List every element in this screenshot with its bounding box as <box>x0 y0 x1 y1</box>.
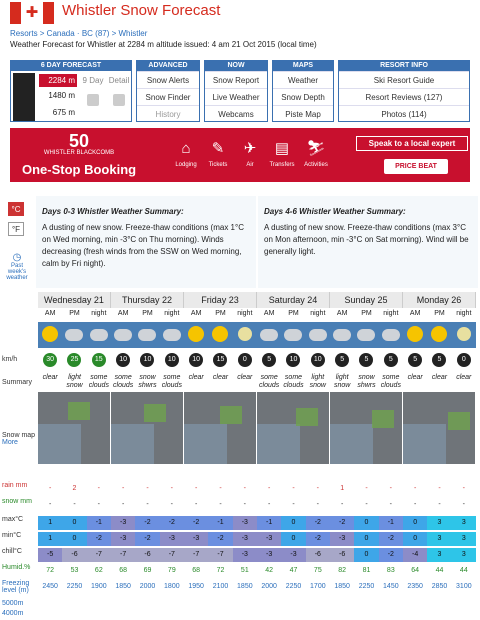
price-beat-badge: PRICE BEAT <box>384 159 448 174</box>
snow-value: - <box>208 498 232 512</box>
min-value: -2 <box>306 532 330 546</box>
min-value: -2 <box>87 532 111 546</box>
chill-value: -3 <box>257 548 281 562</box>
advanced-panel <box>136 60 200 122</box>
wind-speed: 10 <box>111 350 135 370</box>
whistler-logo: 50 WHISTLER BLACKCOMB <box>43 131 115 156</box>
period-label: night <box>237 310 253 317</box>
snow-value: - <box>306 498 330 512</box>
max-value: -2 <box>330 516 354 530</box>
freeze-value: 1700 <box>306 580 330 594</box>
day-header: Sunday 25 <box>330 292 403 308</box>
freeze-value: 2450 <box>38 580 62 594</box>
bus-icon: ▤ <box>274 140 290 157</box>
weather-summary: clear <box>188 374 204 381</box>
snow-value: - <box>111 498 135 512</box>
breadcrumb[interactable]: Resorts > Canada · BC (87) > Whistler <box>10 29 148 38</box>
freeze-value: 1850 <box>111 580 135 594</box>
freeze-value: 1800 <box>160 580 184 594</box>
rain-value: - <box>379 482 403 496</box>
snow-map-thumbnail[interactable] <box>111 392 183 464</box>
snow-value: - <box>160 498 184 512</box>
snow-alerts-link[interactable]: Snow Alerts <box>137 71 199 88</box>
rain-value: - <box>427 482 451 496</box>
snow-map-thumbnail[interactable] <box>330 392 402 464</box>
weather-summary: some clouds <box>380 374 401 389</box>
chill-value: -4 <box>403 548 427 562</box>
weather-icon <box>452 322 476 348</box>
chill-value: -7 <box>111 548 135 562</box>
alt-label: 5000m <box>2 600 24 607</box>
wind-speed: 5 <box>354 350 378 370</box>
rain-value: - <box>111 482 135 496</box>
freeze-value: 1850 <box>233 580 257 594</box>
past-weather-link[interactable]: ◷ Past week's weather <box>6 252 28 281</box>
weather-icon <box>427 322 451 348</box>
maps-panel <box>272 60 334 122</box>
live-weather-link[interactable]: Live Weather <box>205 88 267 105</box>
tab-detail[interactable]: Detail <box>108 76 130 85</box>
day-header: Thursday 22 <box>111 292 184 308</box>
period-label: AM <box>117 310 129 317</box>
min-value: 0 <box>281 532 305 546</box>
weather-summary: clear <box>456 374 472 381</box>
humid-value: 44 <box>427 564 451 578</box>
humid-value: 81 <box>354 564 378 578</box>
snow-report-link[interactable]: Snow Report <box>205 71 267 88</box>
ticket-icon: ✎ <box>211 140 225 157</box>
wind-speed: 5 <box>257 350 281 370</box>
min-value: -3 <box>160 532 184 546</box>
min-value: -2 <box>135 532 159 546</box>
weather-icon <box>281 322 305 348</box>
chill-value: 3 <box>427 548 451 562</box>
banner-headline: One-Stop Booking <box>22 162 137 177</box>
chill-value: -7 <box>160 548 184 562</box>
rain-value: - <box>135 482 159 496</box>
chill-value: -3 <box>281 548 305 562</box>
min-value: -3 <box>111 532 135 546</box>
rain-label: rain mm <box>2 482 28 489</box>
snow-finder-link[interactable]: Snow Finder <box>137 88 199 105</box>
wind-speed: 5 <box>379 350 403 370</box>
freeze-value: 3100 <box>452 580 476 594</box>
chill-value: -7 <box>208 548 232 562</box>
weather-summary: some clouds <box>259 374 280 389</box>
min-value: 0 <box>403 532 427 546</box>
day-header: Monday 26 <box>403 292 476 308</box>
tab-9-day[interactable]: 9 Day <box>82 76 104 85</box>
summary-label: Summary <box>2 379 32 386</box>
humid-value: 75 <box>306 564 330 578</box>
weather-icon <box>135 322 159 348</box>
weather-summary: some clouds <box>113 374 134 389</box>
period-label: AM <box>190 310 202 317</box>
humid-value: 51 <box>233 564 257 578</box>
rain-value: 2 <box>62 482 86 496</box>
max-value: 0 <box>403 516 427 530</box>
freeze-value: 2250 <box>354 580 378 594</box>
rain-value: - <box>452 482 476 496</box>
fahrenheit-toggle[interactable]: °F <box>8 222 24 236</box>
page-title: Whistler Snow Forecast <box>62 2 221 19</box>
clock-icon: ◷ <box>12 252 22 263</box>
six-day-forecast-panel <box>10 60 132 122</box>
celsius-toggle[interactable]: °C <box>8 202 24 216</box>
resort-reviews-link[interactable]: Resort Reviews (127) <box>339 88 469 105</box>
min-value: 1 <box>38 532 62 546</box>
skier-icon: ⛷ <box>306 140 326 157</box>
chill-value: -2 <box>379 548 403 562</box>
header <box>0 0 480 62</box>
rain-value: - <box>184 482 208 496</box>
chill-value: -6 <box>135 548 159 562</box>
resort-info-panel <box>338 60 470 122</box>
maps-header: MAPS <box>273 61 333 71</box>
rain-value: - <box>281 482 305 496</box>
humid-value: 68 <box>111 564 135 578</box>
transfers-link[interactable]: ▤ Transfers <box>266 140 298 168</box>
weather-summary: snow shwrs <box>357 374 376 389</box>
snow-value: - <box>452 498 476 512</box>
period-label: AM <box>409 310 421 317</box>
rain-value: - <box>160 482 184 496</box>
wind-speed: 5 <box>427 350 451 370</box>
lodging-link[interactable]: ⌂ Lodging <box>170 140 202 168</box>
freeze-value: 2250 <box>62 580 86 594</box>
tickets-link[interactable]: ✎ Tickets <box>202 140 234 168</box>
period-label: PM <box>434 310 445 317</box>
snow-label: snow mm <box>2 498 32 505</box>
day-header: Friday 23 <box>184 292 257 308</box>
period-label: PM <box>142 310 153 317</box>
elevation-top[interactable]: 2284 m <box>39 74 77 87</box>
wind-speed: 10 <box>184 350 208 370</box>
weather-icon <box>184 322 208 348</box>
summary-days-4-6: Days 4-6 Whistler Weather Summary: A dusting of new snow. Freeze-thaw conditions (max 3°C on Mon afternoon, min -3°C on Sat morning). Wind will be generally light. <box>258 196 478 288</box>
chill-value: -7 <box>184 548 208 562</box>
weather-map-link[interactable]: Weather <box>273 71 333 88</box>
min-value: -2 <box>208 532 232 546</box>
humid-value: 79 <box>160 564 184 578</box>
snow-value: - <box>38 498 62 512</box>
period-label: AM <box>336 310 348 317</box>
snow-map-thumbnail[interactable] <box>403 392 475 464</box>
weather-summary: some clouds <box>161 374 182 389</box>
max-value: -2 <box>184 516 208 530</box>
snowmap-label: Snow map More <box>2 432 36 446</box>
max-value: -2 <box>135 516 159 530</box>
advanced-header: ADVANCED <box>137 61 199 71</box>
wind-speed: 30 <box>38 350 62 370</box>
lock-icon <box>113 94 125 106</box>
canada-flag-icon: ✚ <box>10 2 54 24</box>
weather-summary: clear <box>431 374 448 381</box>
rain-value: - <box>354 482 378 496</box>
chill-label: chill°C <box>2 548 22 555</box>
max-value: 0 <box>62 516 86 530</box>
wind-speed: 0 <box>233 350 257 370</box>
chill-value: -7 <box>87 548 111 562</box>
max-value: -1 <box>87 516 111 530</box>
weather-summary: clear <box>407 374 423 381</box>
freeze-value: 2000 <box>257 580 281 594</box>
max-value: -1 <box>257 516 281 530</box>
weather-summary: some clouds <box>283 374 304 389</box>
wind-speed: 15 <box>208 350 232 370</box>
snow-value: - <box>257 498 281 512</box>
weather-summary: light snow <box>309 374 326 389</box>
weather-icon <box>257 322 281 348</box>
freeze-value: 1850 <box>330 580 354 594</box>
rain-value: - <box>306 482 330 496</box>
max-value: -2 <box>306 516 330 530</box>
humid-label: Humid.% <box>2 564 31 571</box>
chill-value: 3 <box>452 548 476 562</box>
freeze-value: 1450 <box>379 580 403 594</box>
max-value: -1 <box>379 516 403 530</box>
humid-value: 64 <box>403 564 427 578</box>
day-header: Saturday 24 <box>257 292 330 308</box>
chill-value: -3 <box>233 548 257 562</box>
wind-speed: 10 <box>160 350 184 370</box>
wind-speed: 25 <box>62 350 86 370</box>
period-label: night <box>164 310 180 317</box>
weather-summary: snow shwrs <box>138 374 157 389</box>
humid-value: 47 <box>281 564 305 578</box>
resort-info-header: RESORT INFO <box>339 61 469 71</box>
weather-summary: light snow <box>66 374 83 389</box>
max-value: 3 <box>452 516 476 530</box>
weather-summary: clear <box>212 374 229 381</box>
now-header: NOW <box>205 61 267 71</box>
humid-value: 82 <box>330 564 354 578</box>
freeze-value: 2000 <box>135 580 159 594</box>
rain-value: - <box>38 482 62 496</box>
alt2-label: 4000m <box>2 610 24 617</box>
min-value: 3 <box>427 532 451 546</box>
max-value: -3 <box>233 516 257 530</box>
summary-days-0-3: Days 0-3 Whistler Weather Summary: A dusting of new snow. Freeze-thaw conditions (max 1°C on Wed morning, min -3°C on Thu morning). Winds decreasing (fresh winds from the SSW on Wed morning, calm by Fri night). <box>36 196 256 288</box>
period-label: AM <box>263 310 275 317</box>
weather-icon <box>208 322 232 348</box>
humid-value: 42 <box>257 564 281 578</box>
six-day-header: 6 DAY FORECAST <box>11 61 131 71</box>
history-link[interactable]: History <box>137 105 199 122</box>
weather-summary: light snow <box>333 374 351 389</box>
humid-value: 72 <box>38 564 62 578</box>
max-value: -3 <box>111 516 135 530</box>
chill-value: 0 <box>354 548 378 562</box>
wind-speed: 5 <box>330 350 354 370</box>
min-value: 0 <box>354 532 378 546</box>
mountain-icon <box>13 73 35 121</box>
snow-value: - <box>281 498 305 512</box>
chill-value: -5 <box>38 548 62 562</box>
snow-value: - <box>379 498 403 512</box>
snow-value: - <box>135 498 159 512</box>
freeze-label: Freezing level (m) <box>2 580 30 594</box>
elevation-bottom[interactable]: 675 m <box>52 108 75 117</box>
snow-map-thumbnail[interactable] <box>38 392 110 464</box>
snow-depth-link[interactable]: Snow Depth <box>273 88 333 105</box>
min-value: 0 <box>62 532 86 546</box>
max-label: max°C <box>2 516 24 523</box>
min-value: -3 <box>257 532 281 546</box>
wind-speed: 5 <box>403 350 427 370</box>
weather-summary: some clouds <box>88 374 109 389</box>
humid-value: 44 <box>452 564 476 578</box>
weather-icon <box>87 322 111 348</box>
freeze-value: 2350 <box>403 580 427 594</box>
humid-value: 83 <box>379 564 403 578</box>
snow-value: - <box>330 498 354 512</box>
max-value: 1 <box>38 516 62 530</box>
weather-icon <box>330 322 354 348</box>
min-value: -3 <box>330 532 354 546</box>
wind-speed: 10 <box>306 350 330 370</box>
chill-value: -6 <box>306 548 330 562</box>
rain-value: - <box>87 482 111 496</box>
max-value: 0 <box>281 516 305 530</box>
photos-link[interactable]: Photos (114) <box>339 105 469 122</box>
period-label: PM <box>215 310 226 317</box>
weather-icon <box>38 322 62 348</box>
day-header: Wednesday 21 <box>38 292 111 308</box>
max-value: -1 <box>208 516 232 530</box>
period-label: night <box>383 310 399 317</box>
rain-value: 1 <box>330 482 354 496</box>
weather-icon <box>306 322 330 348</box>
issued-line: Weather Forecast for Whistler at 2284 m altitude issued: 4 am 21 Oct 2015 (local time) <box>10 40 317 49</box>
wind-label: km/h <box>2 356 18 363</box>
wind-speed: 10 <box>281 350 305 370</box>
period-label: PM <box>69 310 80 317</box>
piste-map-link[interactable]: Piste Map <box>273 105 333 122</box>
snow-map-thumbnail[interactable] <box>257 392 329 464</box>
period-label: PM <box>288 310 299 317</box>
lock-icon <box>87 94 99 106</box>
humid-value: 62 <box>87 564 111 578</box>
weather-summary: clear <box>237 374 253 381</box>
humid-value: 69 <box>135 564 159 578</box>
plane-icon: ✈ <box>243 140 257 157</box>
period-label: night <box>310 310 326 317</box>
weather-icon <box>354 322 378 348</box>
rain-value: - <box>403 482 427 496</box>
chill-value: -6 <box>330 548 354 562</box>
snow-value: - <box>184 498 208 512</box>
elevation-mid[interactable]: 1480 m <box>48 91 75 100</box>
min-value: -2 <box>379 532 403 546</box>
booking-banner[interactable] <box>10 128 470 182</box>
snow-value: - <box>427 498 451 512</box>
max-value: -2 <box>160 516 184 530</box>
period-label: night <box>456 310 472 317</box>
snow-value: - <box>403 498 427 512</box>
chill-value: -6 <box>62 548 86 562</box>
humid-value: 68 <box>184 564 208 578</box>
wind-speed: 10 <box>135 350 159 370</box>
min-label: min°C <box>2 532 22 539</box>
weather-icon <box>160 322 184 348</box>
speak-expert-button[interactable]: Speak to a local expert <box>356 136 468 151</box>
min-value: -3 <box>184 532 208 546</box>
snow-value: - <box>62 498 86 512</box>
freeze-value: 2250 <box>281 580 305 594</box>
freeze-value: 1950 <box>184 580 208 594</box>
weather-icon <box>379 322 403 348</box>
humid-value: 53 <box>62 564 86 578</box>
weather-icon <box>111 322 135 348</box>
min-value: 3 <box>452 532 476 546</box>
rain-value: - <box>208 482 232 496</box>
wind-speed: 15 <box>87 350 111 370</box>
ski-resort-guide-link[interactable]: Ski Resort Guide <box>339 71 469 88</box>
rain-value: - <box>233 482 257 496</box>
snow-value: - <box>87 498 111 512</box>
air-link[interactable]: ✈ Air <box>234 140 266 168</box>
weather-icon <box>62 322 86 348</box>
forecast-table <box>0 196 480 620</box>
freeze-value: 2100 <box>208 580 232 594</box>
snow-map-thumbnail[interactable] <box>184 392 256 464</box>
weather-icon <box>403 322 427 348</box>
activities-link[interactable]: ⛷ Activities <box>300 140 332 168</box>
wind-speed: 0 <box>452 350 476 370</box>
min-value: -3 <box>233 532 257 546</box>
freeze-value: 2850 <box>427 580 451 594</box>
snow-value: - <box>233 498 257 512</box>
webcams-link[interactable]: Webcams <box>205 105 267 122</box>
weather-summary: clear <box>42 374 58 381</box>
rain-value: - <box>257 482 281 496</box>
snow-value: - <box>354 498 378 512</box>
now-panel <box>204 60 268 122</box>
freeze-value: 1900 <box>87 580 111 594</box>
house-icon: ⌂ <box>181 140 191 157</box>
period-label: night <box>91 310 107 317</box>
humid-value: 72 <box>208 564 232 578</box>
period-label: PM <box>361 310 372 317</box>
max-value: 0 <box>354 516 378 530</box>
weather-icon <box>233 322 257 348</box>
max-value: 3 <box>427 516 451 530</box>
period-label: AM <box>44 310 56 317</box>
